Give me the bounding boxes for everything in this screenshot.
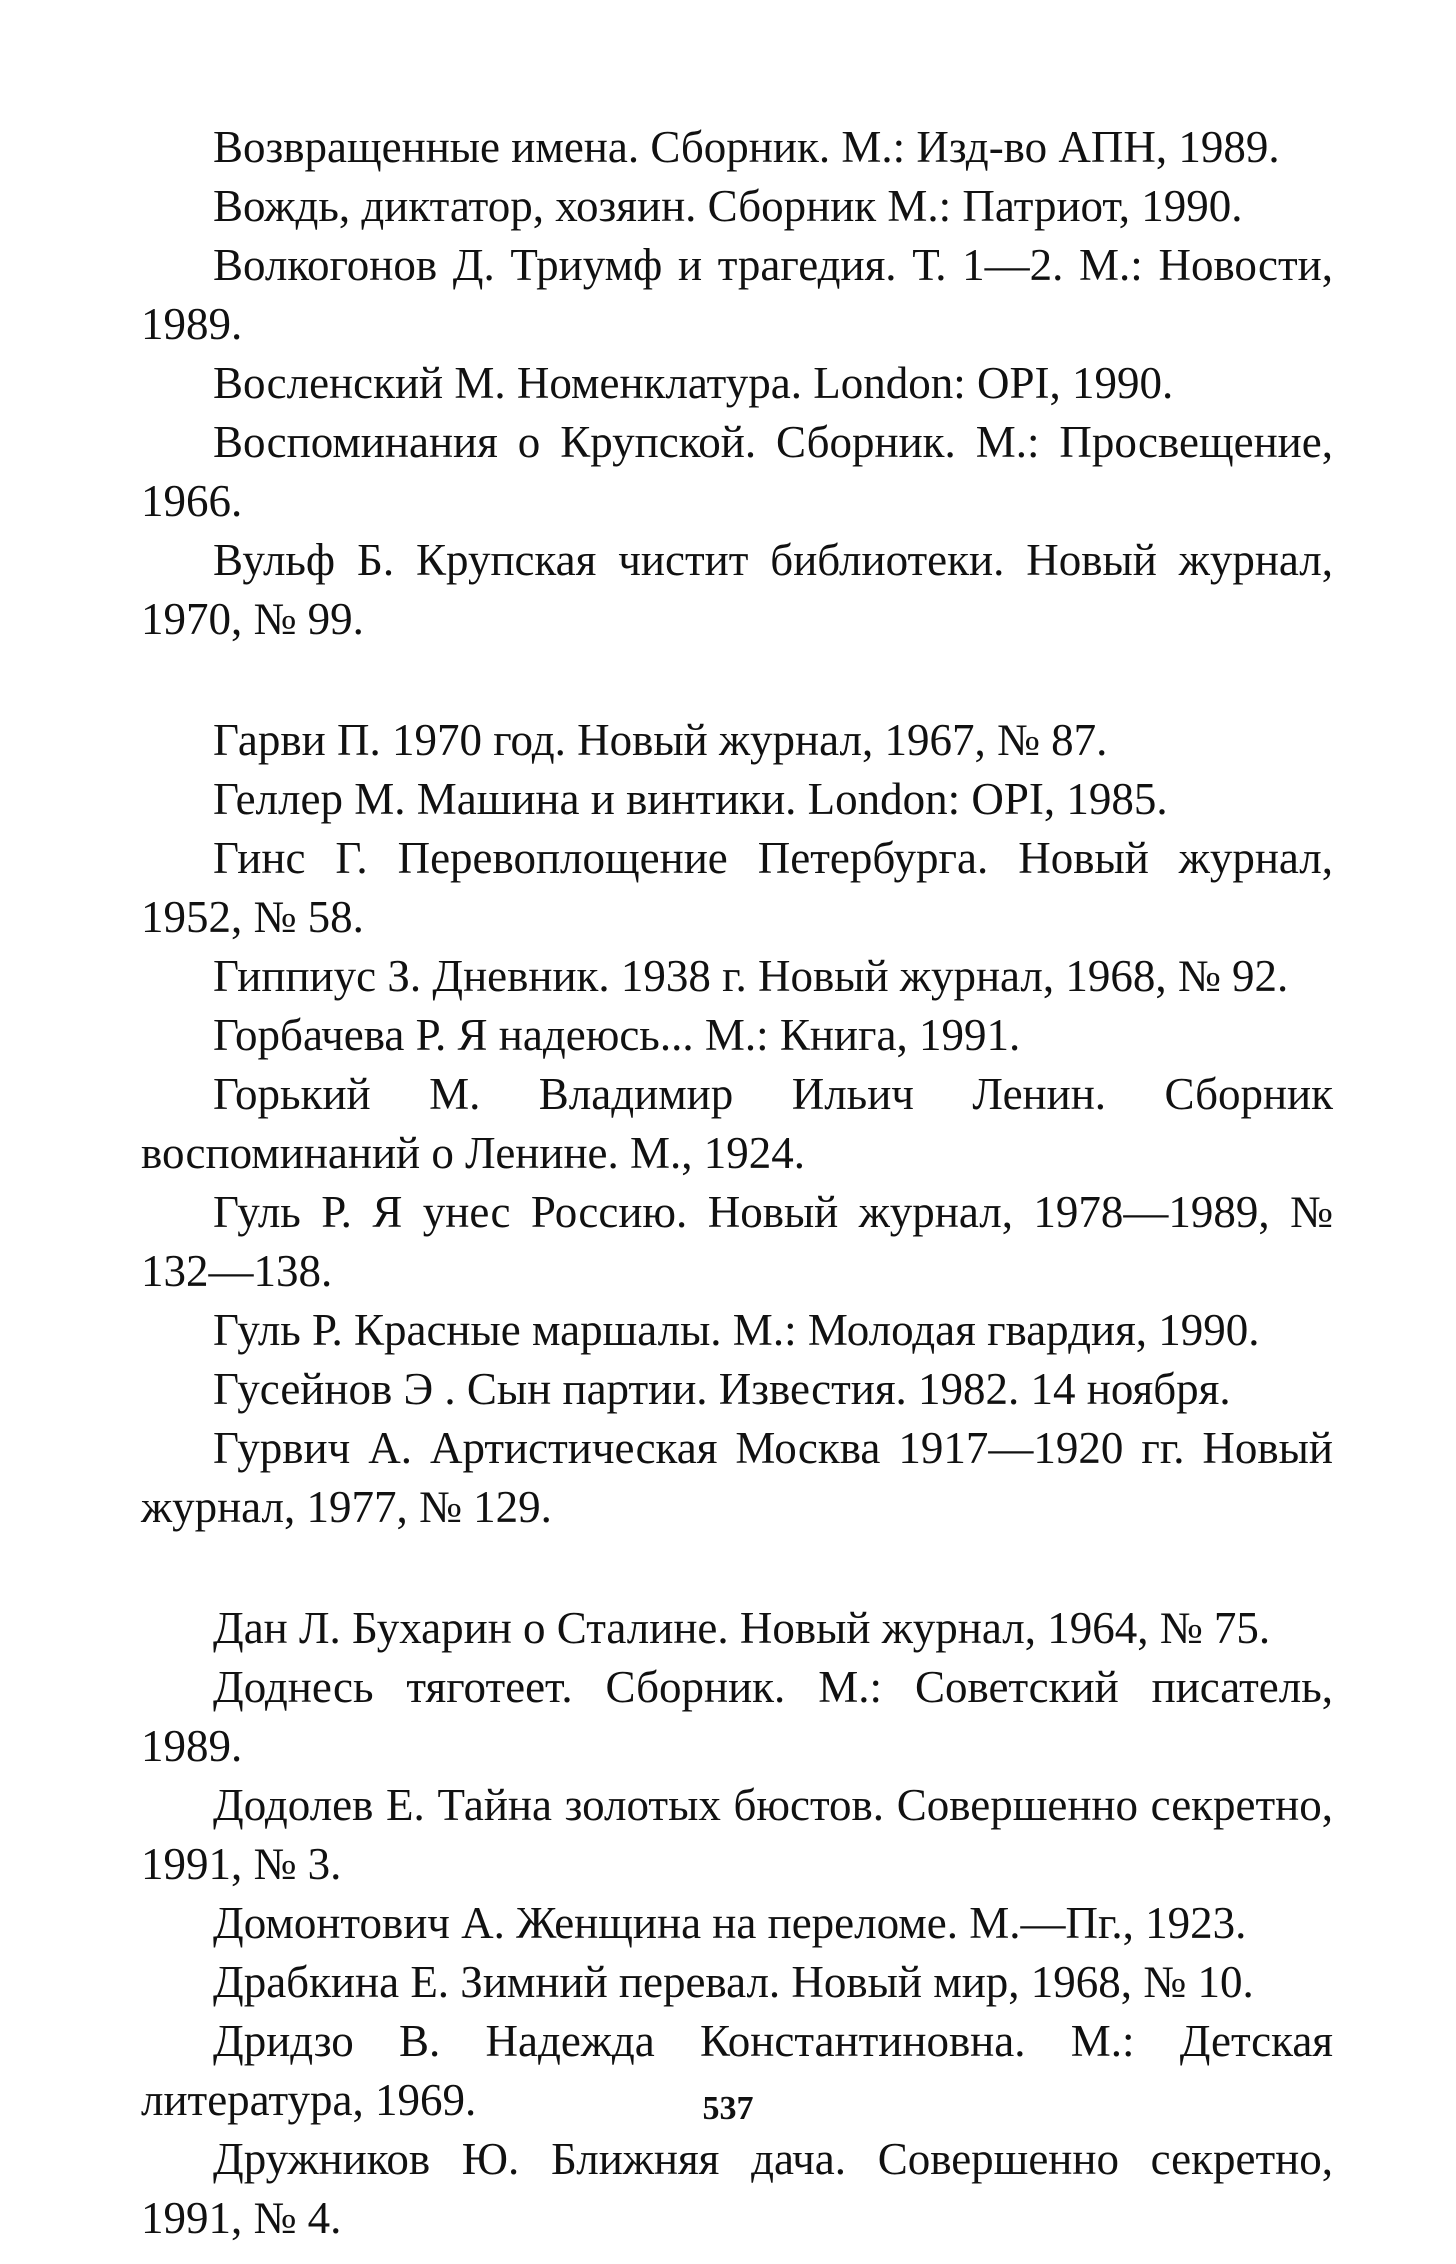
- bibliography-group-g: [141, 711, 1333, 1537]
- bibliography-entry: Геллер М. Машина и винтики. London: OPI, 1985.: [213, 774, 1168, 824]
- bibliography-entry: Горький М. Владимир Ильич Ленин. Сборник воспоминаний о Ленине. М., 1924.: [141, 1069, 1333, 1178]
- bibliography-entry: Домонтович А. Женщина на переломе. М.—Пг., 1923.: [213, 1898, 1247, 1948]
- bibliography-entry: Гинс Г. Перевоплощение Петербурга. Новый журнал, 1952, № 58.: [141, 833, 1333, 942]
- bibliography-entry: Дан Л. Бухарин о Сталине. Новый журнал, 1964, № 75.: [213, 1603, 1271, 1653]
- bibliography-entry: Горбачева Р. Я надеюсь... М.: Книга, 1991.: [213, 1010, 1021, 1060]
- bibliography-entry: Гуль Р. Красные маршалы. М.: Молодая гвардия, 1990.: [213, 1305, 1260, 1355]
- bibliography-entry: Вульф Б. Крупская чистит библиотеки. Новый журнал, 1970, № 99.: [141, 535, 1333, 644]
- bibliography-entry: Гуль Р. Я унес Россию. Новый журнал, 1978—1989, № 132—138.: [141, 1187, 1333, 1296]
- bibliography-entry: Дружников Ю. Ближняя дача. Совершенно секретно, 1991, № 4.: [141, 2134, 1333, 2243]
- bibliography-entry: Воспоминания о Крупской. Сборник. М.: Просвещение, 1966.: [141, 417, 1333, 526]
- page-number: 537: [702, 2090, 754, 2127]
- bibliography-entry: Вождь, диктатор, хозяин. Сборник М.: Патриот, 1990.: [213, 181, 1243, 231]
- bibliography-entry: Гусейнов Э . Сын партии. Известия. 1982. 14 ноября.: [213, 1364, 1231, 1414]
- bibliography-entry: Гурвич А. Артистическая Москва 1917—1920 гг. Новый журнал, 1977, № 129.: [141, 1423, 1333, 1532]
- bibliography-entry: Додолев Е. Тайна золотых бюстов. Совершенно секретно, 1991, № 3.: [141, 1780, 1333, 1889]
- bibliography-entry: Доднесь тяготеет. Сборник. М.: Советский писатель, 1989.: [141, 1662, 1333, 1771]
- bibliography-group-v: [141, 118, 1333, 649]
- bibliography-entry: Драбкина Е. Зимний перевал. Новый мир, 1968, № 10.: [213, 1957, 1254, 2007]
- bibliography-group-d: [141, 1599, 1333, 2248]
- bibliography-entry: Гиппиус З. Дневник. 1938 г. Новый журнал, 1968, № 92.: [213, 951, 1289, 1001]
- bibliography-page: [141, 118, 1333, 2248]
- bibliography-entry: Дридзо В. Надежда Константиновна. М.: Детская литература, 1969.: [141, 2016, 1333, 2125]
- bibliography-entry: Волкогонов Д. Триумф и трагедия. Т. 1—2. М.: Новости, 1989.: [141, 240, 1333, 349]
- bibliography-entry: Возвращенные имена. Сборник. М.: Изд-во АПН, 1989.: [213, 122, 1280, 172]
- bibliography-entry: Восленский М. Номенклатура. London: OPI, 1990.: [213, 358, 1174, 408]
- bibliography-entry: Гарви П. 1970 год. Новый журнал, 1967, № 87.: [213, 715, 1108, 765]
